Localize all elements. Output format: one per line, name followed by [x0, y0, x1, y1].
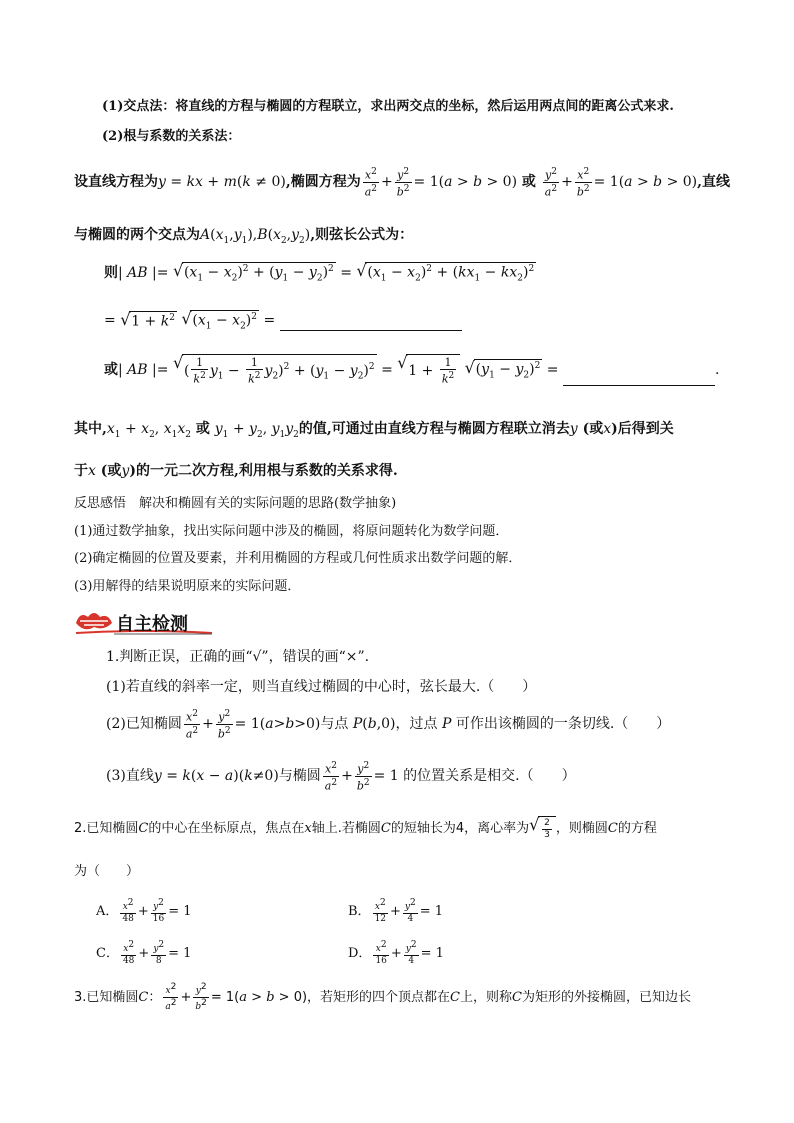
answer-blank-2[interactable] [563, 369, 715, 386]
question-2-cont: 为（ ） [74, 864, 140, 879]
option-a[interactable]: A． $\frac{x^2}{48}$ + $\frac{y^2}{16}$ = 1 [96, 898, 192, 924]
method-intersection: (1)交点法：将直线的方程与椭圆的方程联立，求出两交点的坐标，然后运用两点间的距离公式来求. [102, 99, 674, 114]
line-where: 其中$,x_1 + x_2$, $x_1x_2$ 或 $y_1 + y_2$, $y_1y_2$的值,可通过由直线方程与椭圆方程联立消去y (或x)后得到关 [74, 421, 674, 440]
formula-chord-3: 或| AB |= √ ( $\frac{1}{k^2}$ $y_1$ − $\frac{1}{k^2}$ $y_2)^2 + (y_1 - y_2)^2$ = √ 1 + $\frac{1}{k^2}$ √ $(y_1 - y_2)^2$ = . [104, 354, 719, 386]
option-b[interactable]: B． $\frac{x^2}{12}$ + $\frac{y^2}{4}$ = 1 [348, 898, 444, 924]
section-title: 自主检测 [116, 614, 188, 635]
reflection-title: 反思感悟 解决和椭圆有关的实际问题的思路(数学抽象) [74, 496, 397, 511]
question-1: 1.判断正误，正确的画“√”，错误的画“×”. [106, 649, 370, 665]
option-d[interactable]: D． $\frac{x^2}{16}$ + $\frac{y^2}{4}$ = 1 [348, 940, 444, 966]
line-setup: 设直线方程为y = kx + m(k ≠ 0),椭圆方程为 $\frac{x^2}{a^2}$ + $\frac{y^2}{b^2}$ = 1(a > b > 0) 或 $\frac{y^2}{a^2}$ + $\frac{x^2}{b^2}$ = 1(a > b > 0),直线 [74, 167, 731, 199]
line-intersections: 与椭圆的两个交点为$A(x_1,y_1),B(x_2,y_2)$,则弦长公式为： [74, 227, 414, 246]
question-2: 2.已知椭圆C的中心在坐标原点，焦点在x轴上.若椭圆C的短轴长为4，离心率为 √ $\frac{2}{3}$ ，则椭圆C的方程 [74, 816, 657, 841]
line-quadratic: 于x (或y)的一元二次方程,利用根与系数的关系求得. [74, 463, 398, 479]
answer-blank-1[interactable] [280, 314, 462, 331]
formula-chord-1: 则| AB |= √ $(x_1 - x_2)^2 + (y_1 - y_2)^2$ = √ $(x_1 - x_2)^2 + (kx_1 - kx_2)^2$ [104, 262, 536, 284]
question-3: 3.已知椭圆C： $\frac{x^2}{a^2}$ + $\frac{y^2}{b^2}$ = 1(a > b > 0)，若矩形的四个顶点都在C上，则称C为矩形的外接椭圆，已知边长 [74, 982, 691, 1012]
reflection-item-2: (2)确定椭圆的位置及要素，并利用椭圆的方程或几何性质求出数学问题的解． [74, 551, 522, 566]
question-1-3: (3)直线y = k(x − a)(k≠0)与椭圆 $\frac{x^2}{a^2}$ + $\frac{y^2}{b^2}$ = 1 的位置关系是相交.（ ） [106, 761, 576, 793]
question-1-2: (2)已知椭圆 $\frac{x^2}{a^2}$ + $\frac{y^2}{b^2}$ = 1(a>b>0)与点 P(b,0)，过点 P 可作出该椭圆的一条切线.（ ） [106, 709, 671, 741]
question-1-1: (1)若直线的斜率一定，则当直线过椭圆的中心时，弦长最大.（ ） [106, 679, 537, 695]
method-vieta: (2)根与系数的关系法： [102, 129, 241, 144]
reflection-item-1: (1)通过数学抽象，找出实际问题中涉及的椭圆，将原问题转化为数学问题． [74, 524, 509, 539]
formula-chord-2: = √ $1 + k^2$ √ $(x_1 - x_2)^2$ = [104, 310, 462, 331]
reflection-item-3: (3)用解得的结果说明原来的实际问题． [74, 579, 301, 594]
section-header [74, 609, 214, 635]
option-c[interactable]: C． $\frac{x^2}{48}$ + $\frac{y^2}{8}$ = 1 [96, 940, 192, 966]
